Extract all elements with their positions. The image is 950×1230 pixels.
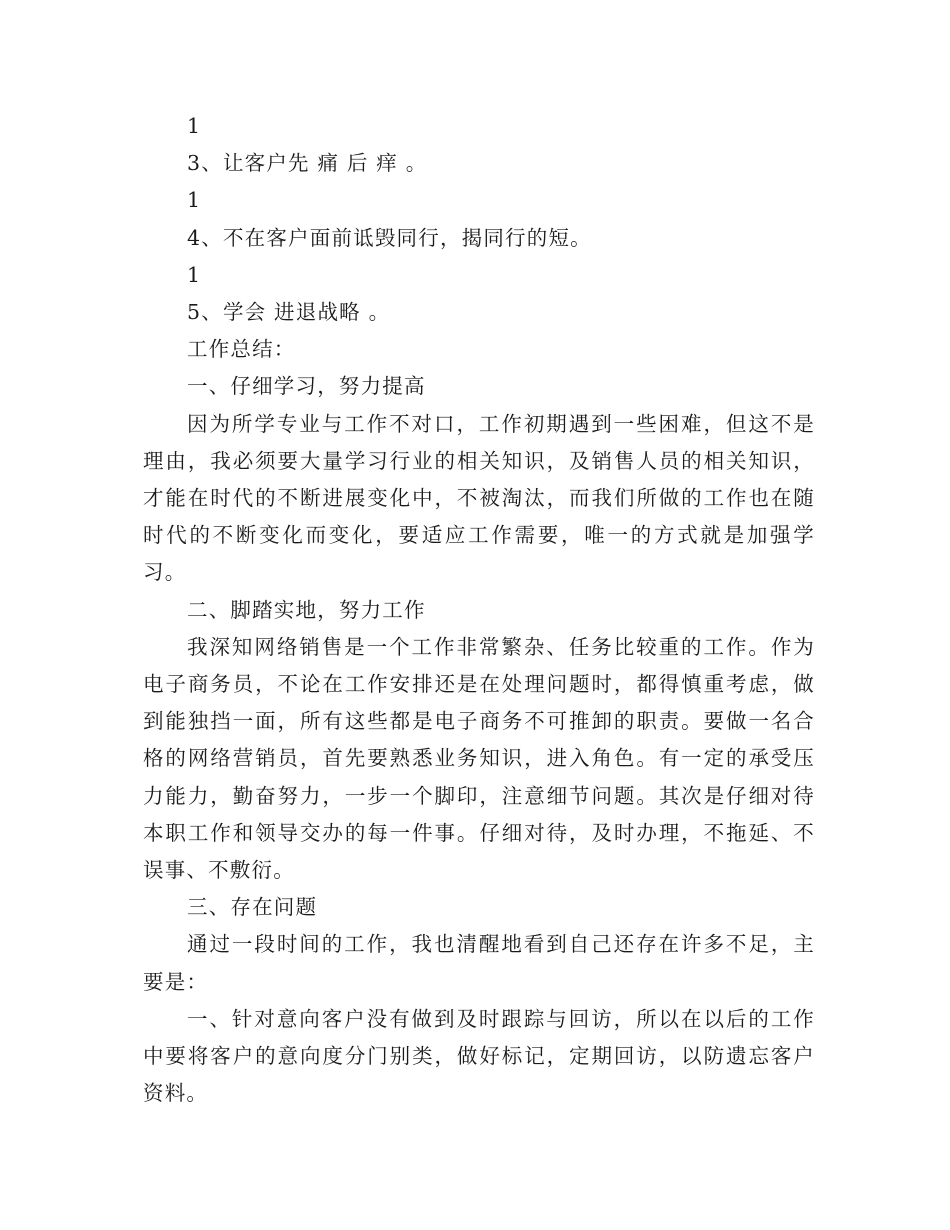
body-paragraph-study: 因为所学专业与工作不对口，工作初期遇到一些困难，但这不是理由，我必须要大量学习行业的相关知识，及销售人员的相关知识，才能在时代的不断进展变化中，不被淘汰，而我们所做的工作也在随时代的不断变化而变化，要适应工作需要，唯一的方式就是加强学习。 (143, 411, 815, 585)
section-heading-3: 三、存在问题 (187, 895, 318, 920)
list-number-line: 1 (187, 262, 202, 287)
list-number-line: 1 (187, 114, 202, 138)
list-number-line: 1 (187, 188, 202, 213)
body-paragraph-problem-1: 一、针对意向客户没有做到及时跟踪与回访，所以在以后的工作中要将客户的意向度分门别类，做好标记，定期回访，以防遗忘客户资料。 (143, 1006, 815, 1106)
tip-item-5: 5、学会 进退战略 。 (187, 300, 391, 325)
section-heading-1: 一、仔细学习，努力提高 (187, 374, 426, 399)
body-paragraph-problems-intro: 通过一段时间的工作，我也清醒地看到自己还存在许多不足，主要是： (143, 932, 815, 994)
document-body (143, 108, 815, 1112)
section-heading-2: 二、脚踏实地，努力工作 (187, 597, 426, 622)
tip-item-3: 3、让客户先 痛 后 痒 。 (187, 151, 428, 176)
body-paragraph-work: 我深知网络销售是一个工作非常繁杂、任务比较重的工作。作为电子商务员，不论在工作安排还是在处理问题时，都得慎重考虑，做到能独挡一面，所有这些都是电子商务不可推卸的职责。要做一名合格的网络营销员，首先要熟悉业务知识，进入角色。有一定的承受压力能力，勤奋努力，一步一个脚印，注意细节问题。其次是仔细对待本职工作和领导交办的每一件事。仔细对待，及时办理，不拖延、不误事、不敷衍。 (143, 634, 815, 883)
section-heading-summary: 工作总结： (187, 337, 296, 362)
tip-item-4: 4、不在客户面前诋毁同行，揭同行的短。 (187, 225, 592, 250)
